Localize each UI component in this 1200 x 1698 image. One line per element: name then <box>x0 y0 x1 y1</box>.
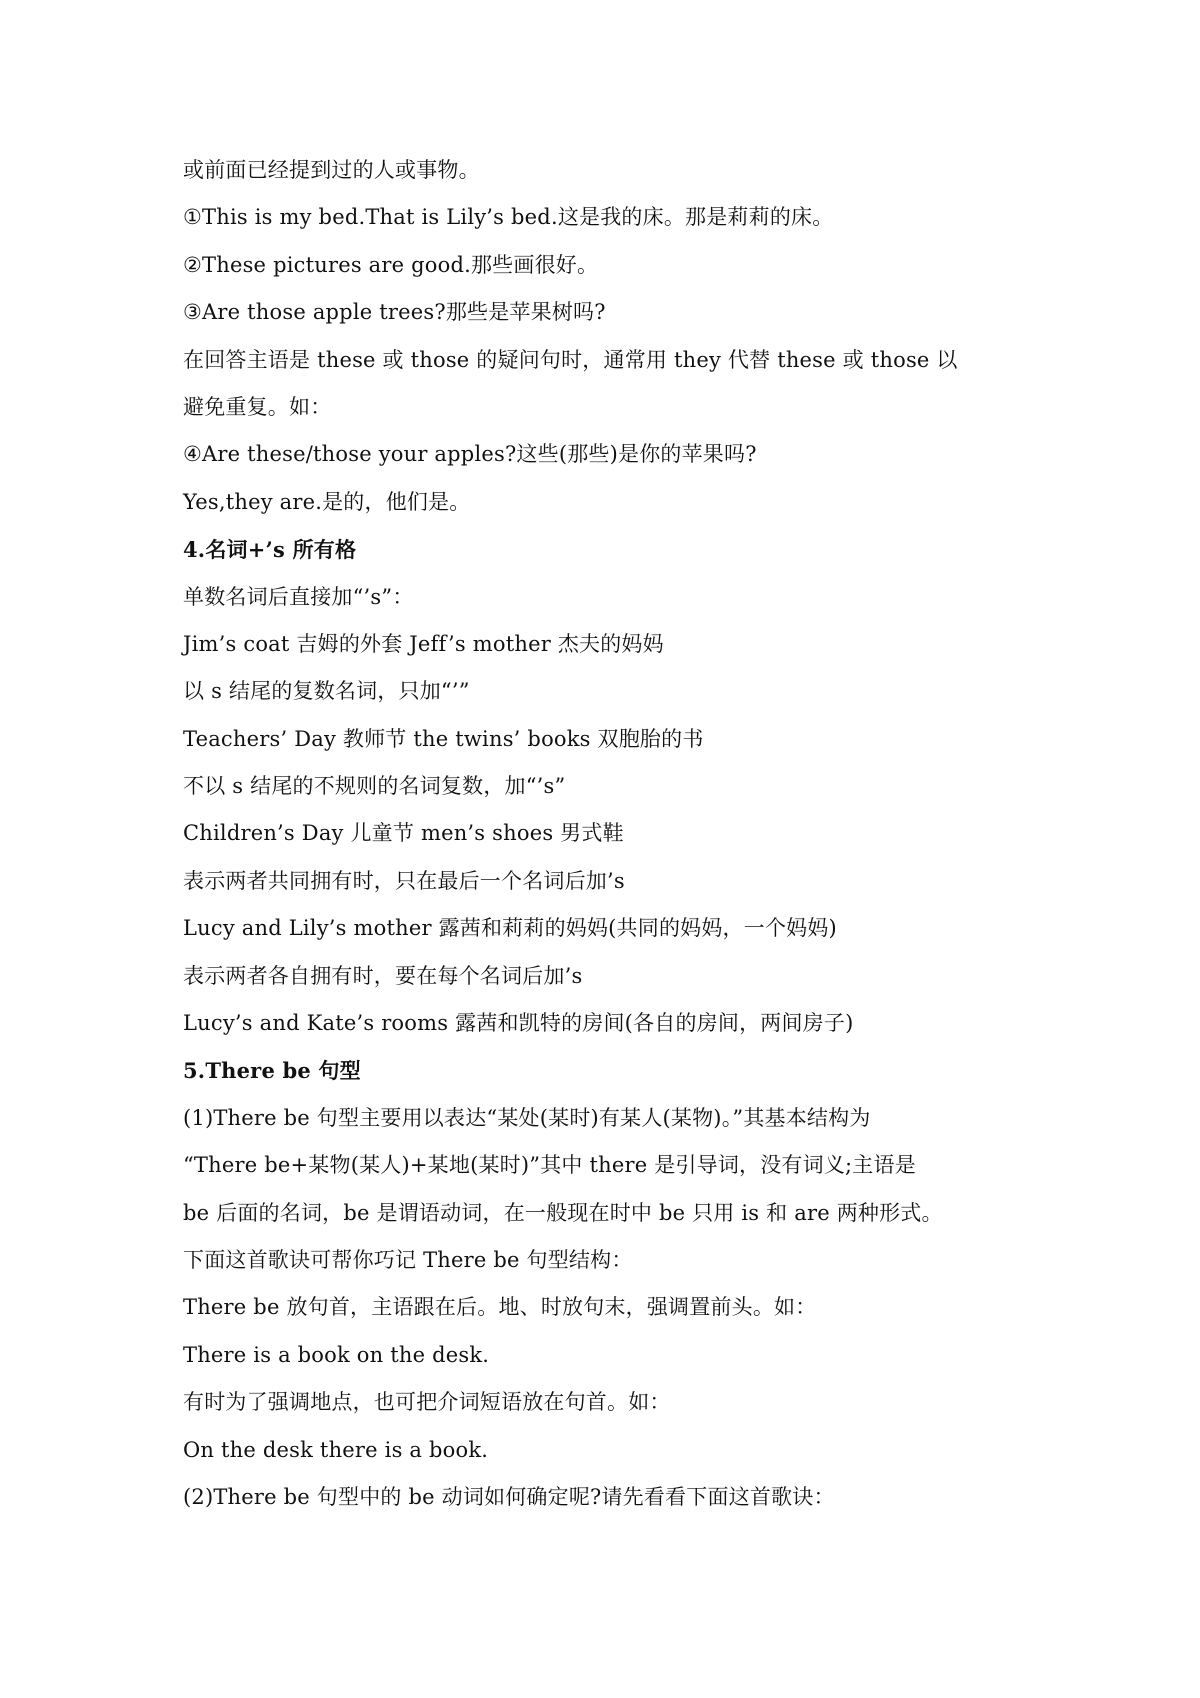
text-line: 或前面已经提到过的人或事物。 <box>183 158 480 182</box>
text-line: There be 放句首，主语跟在后。地、时放句末，强调置前头。如： <box>183 1295 817 1320</box>
text-line: Lucy’s and Kate’s rooms 露茜和凯特的房间(各自的房间，两间房子) <box>183 1011 854 1036</box>
text-line: On the desk there is a book. <box>183 1437 489 1462</box>
text-line: 以 s 结尾的复数名词，只加“’” <box>183 679 470 704</box>
text-line: 在回答主语是 these 或 those 的疑问句时，通常用 they 代替 these 或 those 以 <box>183 347 958 372</box>
text-line: ③Are those apple trees?那些是苹果树吗? <box>183 300 606 325</box>
text-line: Children’s Day 儿童节 men’s shoes 男式鞋 <box>183 821 624 846</box>
text-line: be 后面的名词，be 是谓语动词，在一般现在时中 be 只用 is 和 are 两种形式。 <box>183 1200 943 1225</box>
text-line: Yes,they are.是的，他们是。 <box>183 489 471 514</box>
text-line: (2)There be 句型中的 be 动词如何确定呢?请先看看下面这首歌诀： <box>183 1484 835 1509</box>
text-line: 避免重复。如： <box>183 394 332 419</box>
text-line: There is a book on the desk. <box>183 1342 490 1367</box>
section-heading: 4.名词+’s 所有格 <box>183 537 357 563</box>
text-line: ④Are these/those your apples?这些(那些)是你的苹果吗? <box>183 442 757 467</box>
text-line: “There be+某物(某人)+某地(某时)”其中 there 是引导词，没有词义;主语是 <box>183 1153 916 1178</box>
text-line: 下面这首歌诀可帮你巧记 There be 句型结构： <box>183 1247 633 1272</box>
text-line: 不以 s 结尾的不规则的名词复数，加“’s” <box>183 774 566 799</box>
text-line: 单数名词后直接加“’s”： <box>183 584 414 609</box>
text-line: 表示两者共同拥有时，只在最后一个名词后加’s <box>183 868 625 893</box>
text-line: Teachers’ Day 教师节 the twins’ books 双胞胎的书 <box>183 726 704 751</box>
text-line: (1)There be 句型主要用以表达“某处(某时)有某人(某物)。”其基本结构为 <box>183 1105 871 1130</box>
document-page <box>183 147 1043 1521</box>
text-line: ①This is my bed.That is Lily’s bed.这是我的床。那是莉莉的床。 <box>183 205 834 230</box>
text-line: Jim’s coat 吉姆的外套 Jeff’s mother 杰夫的妈妈 <box>183 631 664 656</box>
text-line: ②These pictures are good.那些画很好。 <box>183 252 599 277</box>
text-line: 有时为了强调地点，也可把介词短语放在句首。如： <box>183 1390 671 1415</box>
text-line: 表示两者各自拥有时，要在每个名词后加’s <box>183 963 583 988</box>
text-line: Lucy and Lily’s mother 露茜和莉莉的妈妈(共同的妈妈，一个妈妈) <box>183 916 837 941</box>
section-heading: 5.There be 句型 <box>183 1058 361 1084</box>
